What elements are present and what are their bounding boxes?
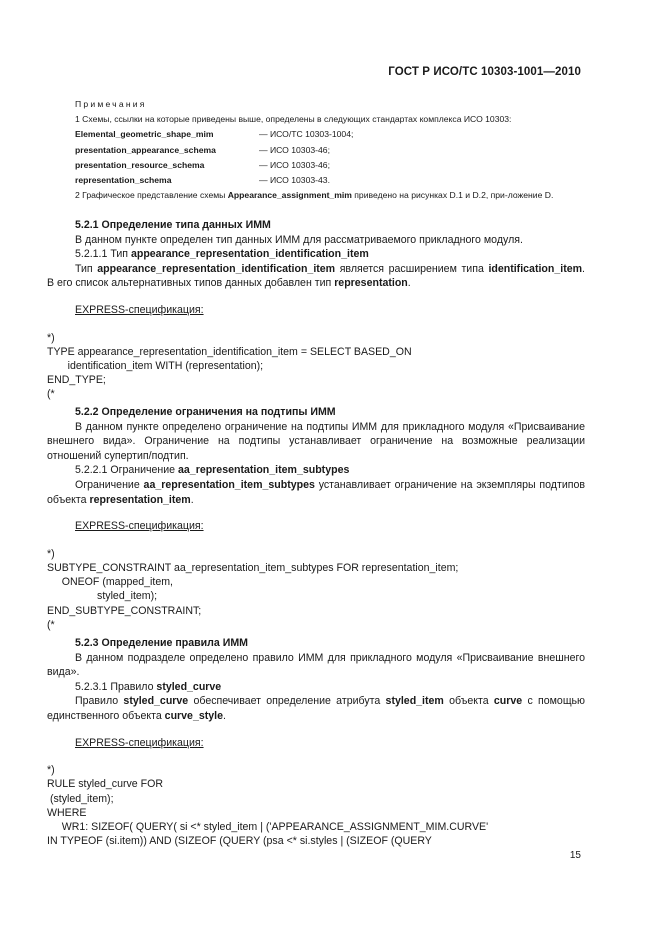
ref-row xyxy=(75,143,585,158)
ref-schema: presentation_appearance_schema xyxy=(75,144,216,155)
page-number: 15 xyxy=(569,850,581,861)
ref-row xyxy=(75,173,585,188)
note-2: 2 Графическое представление схемы Appearance_assignment_mim приведено на рисунках D.1 и D.2, при-ложение D. xyxy=(75,190,554,201)
ref-schema: Elemental_geometric_shape_mim xyxy=(75,129,214,140)
ref-row xyxy=(75,158,585,173)
express-code: *) SUBTYPE_CONSTRAINT aa_representation_item_subtypes FOR representation_item; ONEOF (mapped_item, styled_item); END_SUBTYPE_CONSTRAINT; (* xyxy=(47,547,459,631)
subsection-heading: 5.2.2.1 Ограничение aa_representation_item_subtypes xyxy=(75,464,350,477)
ref-standard: — ИСО 10303-43. xyxy=(259,175,330,186)
ref-schema: representation_schema xyxy=(75,175,172,186)
notes-block xyxy=(75,97,585,203)
paragraph: Ограничение aa_representation_item_subtypes устанавливает ограничение на экземпляры подтипов объекта representation_item. xyxy=(47,478,586,506)
section-5-2-2 xyxy=(47,405,585,632)
notes-title: Примечания xyxy=(75,99,147,109)
express-code: *) RULE styled_curve FOR (styled_item); WHERE WR1: SIZEOF( QUERY( si <* styled_item | ('APPEARANCE_ASSIGNMENT_MIM.CURVE' IN TYPEOF (si.item)) AND (SIZEOF (QUERY (psa <* si.styles | (SIZEOF (QUERY xyxy=(47,764,489,848)
section-heading: 5.2.3 Определение правила ИММ xyxy=(75,637,248,649)
paragraph: В данном пункте определено ограничение на подтипы ИММ для прикладного модуля «Присваивание внешнего вида». Ограничение на подтипы устанавливает ограничение на возможные реализации отношений супертип/подтип. xyxy=(47,420,585,462)
paragraph: Тип appearance_representation_identification_item является расширением типа identification_item. В его список альтернативных типов данных добавлен тип representation. xyxy=(47,262,585,290)
express-spec-label: EXPRESS-спецификация: xyxy=(75,520,204,533)
subsection-heading: 5.2.3.1 Правило styled_curve xyxy=(75,680,222,693)
paragraph: Правило styled_curve обеспечивает определение атрибута styled_item объекта curve с помощью единственного объекта curve_style. xyxy=(47,695,585,722)
note-1: 1 Схемы, ссылки на которые приведены выше, определены в следующих стандартах комплекса ИСО 10303: xyxy=(75,114,512,125)
standard-header: ГОСТ Р ИСО/ТС 10303-1001—2010 xyxy=(388,66,581,78)
section-5-2-1 xyxy=(47,218,585,402)
ref-standard: — ИСО/ТС 10303-1004; xyxy=(259,129,354,140)
section-heading: 5.2.1 Определение типа данных ИММ xyxy=(75,219,271,231)
express-spec-label: EXPRESS-спецификация: xyxy=(75,736,204,749)
section-5-2-3 xyxy=(47,636,585,848)
section-heading: 5.2.2 Определение ограничения на подтипы ИММ xyxy=(75,406,336,418)
subsection-heading: 5.2.1.1 Тип appearance_representation_identification_item xyxy=(75,248,369,261)
ref-schema: presentation_resource_schema xyxy=(75,159,205,170)
express-spec-label: EXPRESS-спецификация: xyxy=(75,303,204,316)
ref-standard: — ИСО 10303-46; xyxy=(259,144,330,155)
paragraph: В данном подразделе определено правило ИММ для прикладного модуля «Присваивание внешнего вида». xyxy=(47,651,585,679)
ref-row xyxy=(75,127,585,142)
paragraph: В данном пункте определен тип данных ИММ для рассматриваемого прикладного модуля. xyxy=(75,233,523,246)
express-code: *) TYPE appearance_representation_identification_item = SELECT BASED_ON identification_item WITH (representation); END_TYPE; (* xyxy=(47,331,412,401)
ref-standard: — ИСО 10303-46; xyxy=(259,159,330,170)
